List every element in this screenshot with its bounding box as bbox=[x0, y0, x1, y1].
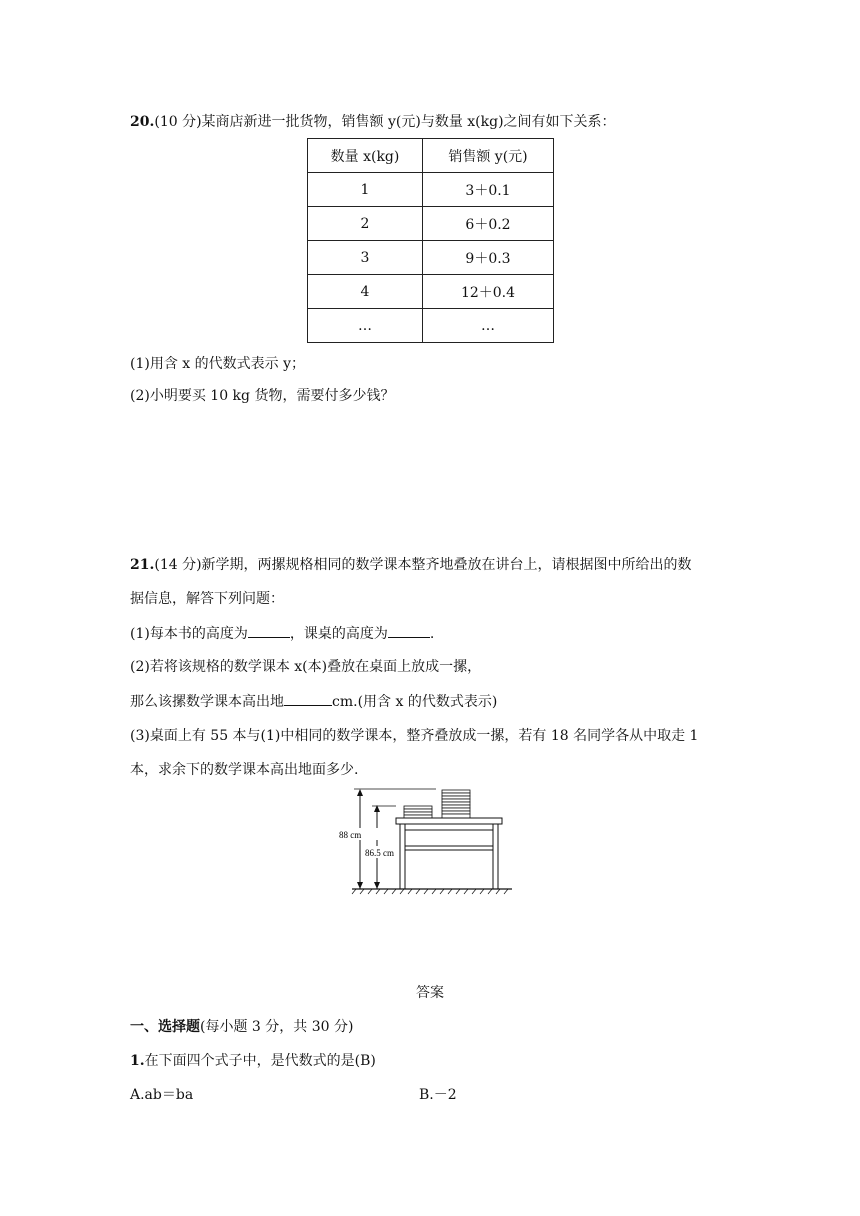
q21-part3-line1: (3)桌面上有 55 本与(1)中相同的数学课本，整齐叠放成一摞，若有 18 名同学各从中取走 1 bbox=[130, 728, 699, 744]
table-cell: 2 bbox=[308, 207, 423, 241]
q21-part1-text-a: (1)每本书的高度为 bbox=[130, 626, 248, 642]
q21-part1 bbox=[130, 623, 434, 644]
answer-q1-option-b: B.－2 bbox=[419, 1087, 457, 1103]
table-cell: 3＋0.1 bbox=[423, 173, 554, 207]
answer-q1 bbox=[130, 1051, 376, 1071]
table-header-cell: 销售额 y(元) bbox=[423, 139, 554, 173]
q20-part1: (1)用含 x 的代数式表示 y； bbox=[130, 356, 305, 372]
q21-part2-line1: (2)若将该规格的数学课本 x(本)叠放在桌面上放成一摞， bbox=[130, 659, 482, 675]
sales-table bbox=[307, 138, 554, 343]
q21-part1-text-c: . bbox=[429, 626, 435, 642]
table-header-row bbox=[308, 139, 554, 173]
q21-text: (14 分)新学期，两摞规格相同的数学课本整齐地叠放在讲台上，请根据图中所给出的数 bbox=[154, 557, 692, 573]
q21-part2-text-b: cm.(用含 x 的代数式表示) bbox=[332, 694, 498, 710]
table-cell: 9＋0.3 bbox=[423, 241, 554, 275]
table-row bbox=[308, 207, 554, 241]
q20-stem bbox=[130, 112, 616, 132]
section-note: (每小题 3 分，共 30 分) bbox=[200, 1019, 354, 1035]
table-row bbox=[308, 275, 554, 309]
q21-stem-line1 bbox=[130, 555, 692, 575]
q21-number: 21. bbox=[130, 557, 155, 573]
table-row bbox=[308, 173, 554, 207]
label-86-5cm: 86.5 cm bbox=[365, 848, 394, 858]
answers-section-heading bbox=[130, 1017, 353, 1037]
answer-q1-number: 1. bbox=[130, 1053, 145, 1069]
answers-title: 答案 bbox=[416, 985, 444, 1001]
small-book-stack bbox=[404, 806, 432, 818]
answer-blank-expression bbox=[284, 691, 332, 706]
label-88cm: 88 cm bbox=[339, 830, 362, 840]
answer-blank-book-height bbox=[248, 623, 290, 638]
answer-blank-desk-height bbox=[388, 623, 430, 638]
q21-part1-text-b: ，课桌的高度为 bbox=[289, 626, 388, 642]
q21-stem-line2: 据信息，解答下列问题： bbox=[130, 591, 284, 607]
q21-part2-line2 bbox=[130, 691, 497, 712]
desk-books-figure bbox=[336, 786, 516, 896]
large-book-stack bbox=[442, 790, 470, 818]
table-row bbox=[308, 309, 554, 343]
q20-text: (10 分)某商店新进一批货物，销售额 y(元)与数量 x(kg)之间有如下关系： bbox=[154, 114, 616, 130]
table-row bbox=[308, 241, 554, 275]
q20-part2: (2)小明要买 10 kg 货物，需要付多少钱？ bbox=[130, 388, 395, 404]
table-cell: 3 bbox=[308, 241, 423, 275]
answer-q1-text: 在下面四个式子中，是代数式的是(B) bbox=[144, 1053, 376, 1069]
answer-q1-option-a: A.ab＝ba bbox=[130, 1087, 194, 1103]
desk-top bbox=[396, 818, 502, 824]
q21-part3-line2: 本，求余下的数学课本高出地面多少. bbox=[130, 762, 359, 778]
table-header-cell: 数量 x(kg) bbox=[308, 139, 423, 173]
q20-number: 20. bbox=[130, 114, 155, 130]
table-cell: 4 bbox=[308, 275, 423, 309]
section-title: 一、选择题 bbox=[130, 1019, 200, 1035]
table-cell: … bbox=[423, 309, 554, 343]
table-cell: 6＋0.2 bbox=[423, 207, 554, 241]
table-cell: … bbox=[308, 309, 423, 343]
table-cell: 1 bbox=[308, 173, 423, 207]
q21-part2-text-a: 那么该摞数学课本高出地 bbox=[130, 694, 284, 710]
table-cell: 12＋0.4 bbox=[423, 275, 554, 309]
